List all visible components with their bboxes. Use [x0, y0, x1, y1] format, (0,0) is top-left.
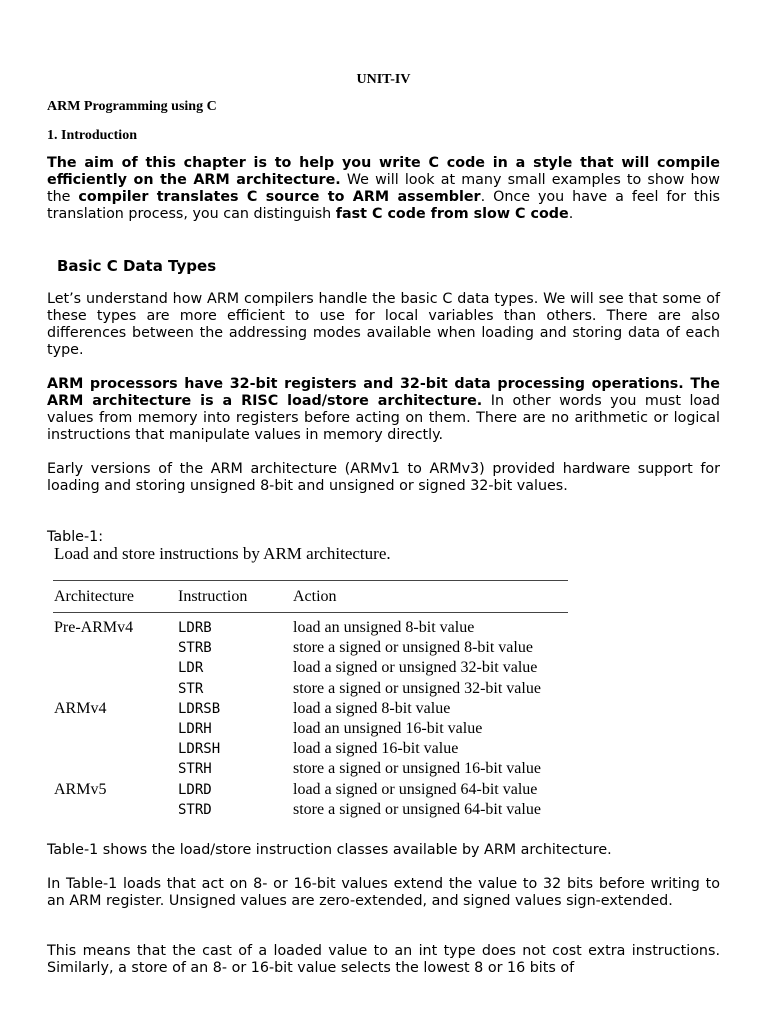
cell-action: load a signed or unsigned 64-bit value	[293, 780, 538, 798]
registers-bold: ARM processors have 32-bit registers and 32-bit data processing operations. The ARM architecture is a RISC load/store architecture.	[47, 376, 720, 409]
cell-action: load an unsigned 8-bit value	[293, 619, 475, 637]
cell-instruction: STRH	[178, 761, 212, 778]
intro-bold-1: The aim of this chapter is to help you write C code in a style that will compile efficiently on the ARM architecture.	[47, 155, 720, 188]
header-action: Action	[293, 587, 337, 605]
intro-bold-2: compiler translates C source to ARM assembler	[78, 189, 481, 205]
intro-paragraph	[47, 155, 720, 223]
early-versions-paragraph: Early versions of the ARM architecture (ARMv1 to ARMv3) provided hardware support for loading and storing unsigned 8-bit and unsigned or signed 32-bit values.	[47, 461, 720, 494]
intro-bold-3: fast C code from slow C code	[335, 206, 569, 222]
cast-paragraph: This means that the cast of a loaded value to an int type does not cost extra instructions. Similarly, a store of an 8- or 16-bit value selects the lowest 8 or 16 bits of	[47, 943, 720, 976]
table-row	[53, 638, 568, 658]
instruction-table	[53, 580, 568, 820]
table-label: Table-1:	[47, 529, 104, 545]
intro-text-1: We will look at many small examples to show how the	[47, 172, 720, 205]
table-row	[53, 679, 568, 699]
table-shows-paragraph: Table-1 shows the load/store instruction classes available by ARM architecture.	[47, 842, 612, 858]
table-row	[53, 780, 568, 800]
cell-instruction: LDRD	[178, 781, 212, 798]
table-row	[53, 618, 568, 638]
cell-action: store a signed or unsigned 8-bit value	[293, 639, 533, 657]
loads-paragraph: In Table-1 loads that act on 8- or 16-bit values extend the value to 32 bits before writing to an ARM register. Unsigned values are zero-extended, and signed values sign-extended.	[47, 876, 720, 909]
table-row	[53, 719, 568, 739]
intro-text-2: . Once you have a feel for this translation process, you can distinguish	[47, 189, 720, 222]
cell-action: store a signed or unsigned 32-bit value	[293, 679, 541, 697]
table-row	[53, 699, 568, 719]
cell-action: store a signed or unsigned 16-bit value	[293, 760, 541, 778]
table-header	[53, 581, 568, 612]
cell-instruction: LDRB	[178, 620, 212, 637]
cell-action: load an unsigned 16-bit value	[293, 720, 483, 738]
cell-architecture: Pre-ARMv4	[54, 619, 134, 637]
table-row	[53, 759, 568, 779]
header-instruction: Instruction	[178, 587, 248, 605]
types-paragraph: Let’s understand how ARM compilers handle the basic C data types. We will see that some of these types are more efficient to use for local variables than others. There are also differences between the addressing modes available when loading and storing data of each type.	[47, 291, 720, 358]
cell-architecture: ARMv5	[54, 780, 107, 798]
table-row	[53, 739, 568, 759]
intro-text-3: .	[568, 206, 574, 222]
header-architecture: Architecture	[54, 587, 134, 605]
cell-instruction: LDRH	[178, 721, 212, 738]
section-heading: 1. Introduction	[47, 128, 137, 143]
cell-architecture: ARMv4	[54, 699, 107, 717]
document-heading: ARM Programming using C	[47, 99, 217, 114]
registers-paragraph	[47, 376, 720, 444]
subheading: Basic C Data Types	[57, 257, 217, 275]
cell-instruction: STR	[178, 680, 204, 697]
cell-action: load a signed 16-bit value	[293, 740, 459, 758]
table-caption: Load and store instructions by ARM architecture.	[54, 544, 391, 563]
cell-instruction: LDR	[178, 660, 204, 677]
cell-action: load a signed 8-bit value	[293, 699, 451, 717]
cell-action: store a signed or unsigned 64-bit value	[293, 800, 541, 818]
cell-instruction: STRB	[178, 640, 212, 657]
unit-title: UNIT-IV	[356, 72, 411, 87]
cell-instruction: LDRSB	[178, 700, 221, 717]
cell-instruction: LDRSH	[178, 741, 221, 758]
cell-action: load a signed or unsigned 32-bit value	[293, 659, 538, 677]
table-row	[53, 658, 568, 678]
table-body	[53, 613, 568, 820]
registers-text: In other words you must load values from memory into registers before acting on them. There are no arithmetic or logical instructions that manipulate values in memory directly.	[47, 393, 721, 443]
cell-instruction: STRD	[178, 801, 212, 818]
table-row	[53, 800, 568, 820]
